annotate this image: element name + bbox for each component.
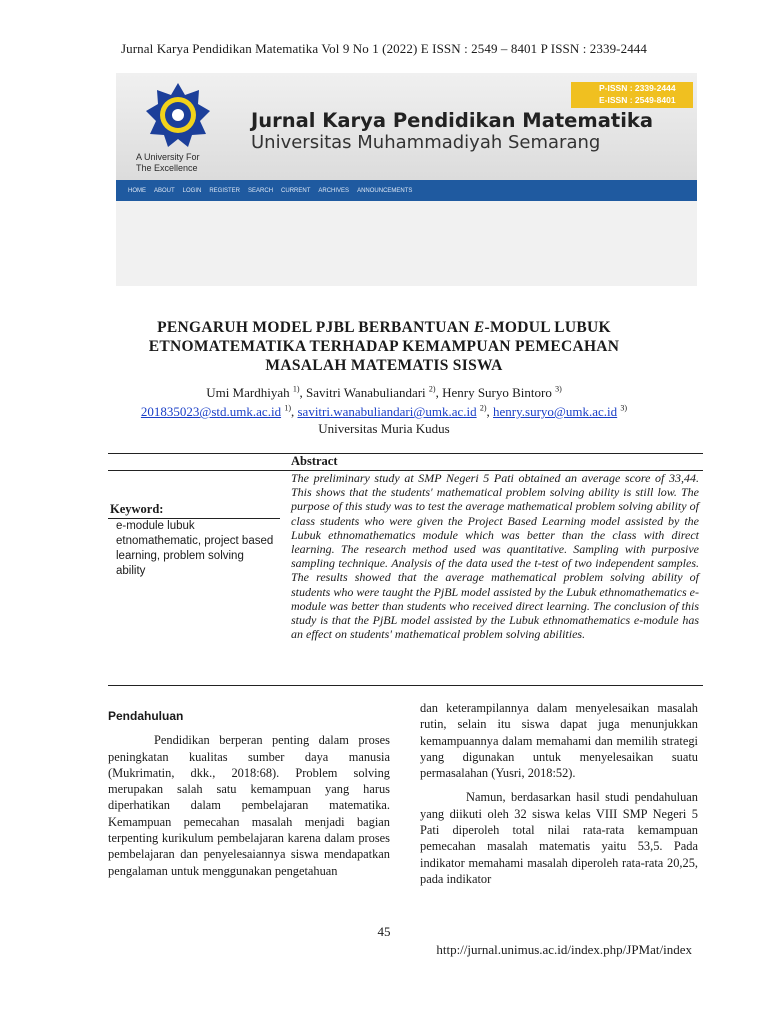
banner-title: Jurnal Karya Pendidikan Matematika bbox=[251, 109, 654, 132]
column-left bbox=[108, 708, 390, 879]
column-right bbox=[420, 700, 698, 887]
author-list: Umi Mardhiyah $^{1)}$, Savitri Wanabuliandari $^{2)}$, Henry Suryo Bintoro $^{3)}$ bbox=[206, 384, 562, 400]
section-heading: Pendahuluan bbox=[108, 709, 184, 723]
nav-item-about[interactable]: ABOUT bbox=[154, 187, 175, 194]
abstract-table bbox=[108, 453, 703, 686]
author-email-link[interactable]: savitri.wanabuliandari@umk.ac.id bbox=[297, 404, 477, 419]
journal-banner bbox=[116, 73, 697, 201]
banner-nav-bar bbox=[116, 180, 697, 201]
nav-item-register[interactable]: REGISTER bbox=[209, 187, 241, 194]
author-email-link[interactable]: henry.suryo@umk.ac.id bbox=[493, 404, 618, 419]
nav-item-announcements[interactable]: ANNOUNCEMENTS bbox=[357, 187, 413, 194]
title-line-1-start: PENGARUH MODEL PJBL BERBANTUAN bbox=[157, 319, 474, 336]
issn-badge bbox=[571, 82, 693, 108]
paragraph: Namun, berdasarkan hasil studi pendahuluan yang diikuti oleh 32 siswa kelas VIII SMP Negeri 5 Pati diperoleh total nilai rata-rata kemampuan pemecahan masalah matematis yaitu 53,5. Pada indikator memahami masalah diperoleh rata-rata 20,25, pada indikator bbox=[420, 790, 698, 886]
author-name: Umi Mardhiyah bbox=[206, 385, 290, 400]
keyword-heading: Keyword: bbox=[110, 502, 164, 516]
abstract-heading: Abstract bbox=[291, 454, 338, 468]
paragraph: dan keterampilannya dalam menyelesaikan masalah rutin, selain itu siswa dapat juga menunjukkan kemampuannya dalam memahami dan memilih strategi yang digunakan untuk menyelesaikan suatu permasalahan (Yusri, 2018:52). bbox=[420, 701, 698, 781]
paper-title bbox=[100, 318, 668, 375]
author-email-link[interactable]: 201835023@std.umk.ac.id bbox=[140, 404, 282, 419]
table-rule-bottom bbox=[108, 685, 703, 686]
author-name: Savitri Wanabuliandari bbox=[306, 385, 426, 400]
author-mark: 2) bbox=[428, 384, 436, 394]
email-mark: 1) bbox=[284, 403, 291, 413]
issn-online: E-ISSN : 2549-8401 bbox=[599, 95, 676, 105]
author-emails: 201835023@std.umk.ac.id $^{1)}$, savitri.wanabuliandari@umk.ac.id $^{2)}$, henry.suryo@umk.ac.id $^{3)}$ bbox=[140, 403, 628, 419]
university-logo-icon bbox=[144, 81, 212, 149]
nav-item-current[interactable]: CURRENT bbox=[281, 187, 311, 194]
affiliation: Universitas Muria Kudus bbox=[318, 421, 450, 436]
author-mark: 3) bbox=[555, 384, 562, 394]
keyword-text: e-module lubuk etnomathematic, project based learning, problem solving ability bbox=[116, 520, 274, 577]
footer-url[interactable]: http://jurnal.unimus.ac.id/index.php/JPMat/index bbox=[436, 942, 692, 957]
email-mark: 2) bbox=[479, 403, 487, 413]
nav-item-login[interactable]: LOGIN bbox=[182, 187, 202, 194]
author-mark: 1) bbox=[292, 384, 300, 394]
banner-tagline bbox=[136, 152, 226, 174]
tagline-line-1: A University For bbox=[136, 152, 200, 162]
banner-subtitle: Universitas Muhammadiyah Semarang bbox=[251, 132, 601, 153]
author-name: Henry Suryo Bintoro bbox=[442, 385, 552, 400]
nav-item-archives[interactable]: ARCHIVES bbox=[318, 187, 350, 194]
email-mark: 3) bbox=[620, 403, 628, 413]
banner-blank-area bbox=[116, 201, 697, 286]
nav-item-home[interactable]: HOME bbox=[128, 187, 146, 194]
issn-print: P-ISSN : 2339-2444 bbox=[599, 83, 676, 93]
title-line-1-end: -MODUL LUBUK bbox=[484, 319, 611, 336]
nav-item-search[interactable]: SEARCH bbox=[248, 187, 274, 194]
title-line-2: ETNOMATEMATIKA TERHADAP KEMAMPUAN PEMECAHAN bbox=[148, 338, 620, 355]
paragraph: Pendidikan berperan penting dalam proses peningkatan kualitas sumber daya manusia (Mukrimatin, dkk., 2018:68). Problem solving merupakan salah satu kemampuan yang harus diperhatikan dalam pembelajaran matematika. Kemampuan pemecahan masalah menjadi bagian terpenting kurikulum pembelajaran karena dalam proses pembelajaran dan penyelesaiannya siswa mendapatkan pengalaman untuk menggunakan pengetahuan bbox=[108, 733, 390, 878]
title-line-1-italic: E bbox=[473, 319, 485, 336]
table-rule-top bbox=[108, 453, 703, 454]
title-line-3: MASALAH MATEMATIS SISWA bbox=[265, 357, 503, 374]
title-line-1 bbox=[100, 318, 668, 337]
tagline-line-2: The Excellence bbox=[136, 163, 198, 173]
page-number: 45 bbox=[377, 924, 391, 939]
abstract-text: The preliminary study at SMP Negeri 5 Pati obtained an average score of 33,44. This shows that the students' mathematical problem solving ability is still low. The purpose of this study was to test the average mathematical problem solving ability of class students who were given the Project Based Learning model assisted by the Lubuk ethnomathematics module which was better than the class with direct learning. The research method used was quantitative. Sampling with purposive sampling technique. Analysis of the data used the t-test of two independent samples. The results showed that the average mathematical problem solving ability of students who were taught the PjBL model assisted by the Lubuk ethnomathematics e-module was better than students who received direct learning. The conclusion of this study is that the PjBL model assisted by the Lubuk ethnomathematics e-module has an effect on students' mathematical problem solving abilities. bbox=[291, 471, 699, 642]
running-header: Jurnal Karya Pendidikan Matematika Vol 9 No 1 (2022) E ISSN : 2549 – 8401 P ISSN : 2339-2444 bbox=[120, 41, 648, 56]
